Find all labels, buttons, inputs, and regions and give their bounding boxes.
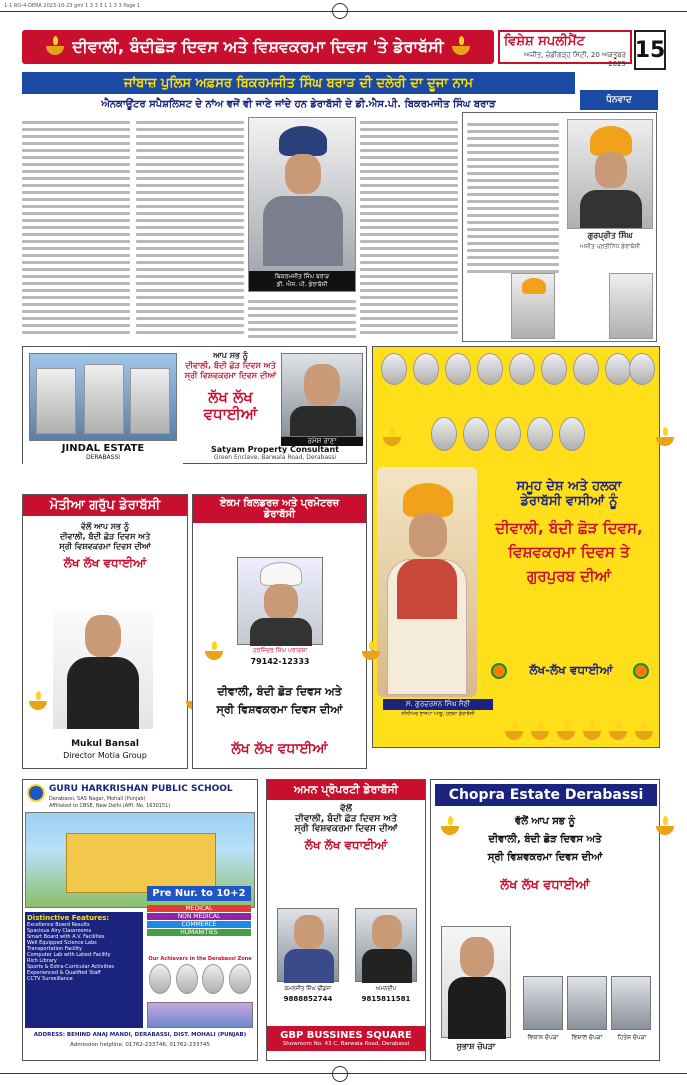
jacket-shape [397,559,457,619]
diya-row [501,721,657,743]
small-portrait-1 [511,273,555,339]
chopra-person-3-name: ਵਿਸ਼ਾਲ ਚੋਪੜਾ [571,1034,603,1041]
article-column-2 [136,117,244,341]
turban-shape [260,562,302,586]
leader-photo [629,353,655,385]
motia-person-name: Mukul Bansal [71,739,139,749]
leader-photo [495,417,521,451]
political-greeting-ad [372,346,660,748]
aman-title: ਅਮਨ ਪ੍ਰੋਪਰਟੀ ਡੇਰਾਬੱਸੀ [267,780,425,800]
suit-shape [250,618,312,646]
leader-photo [527,417,553,451]
date-line: ਅਜੀਤ, ਚੰਡੀਗੜ੍ਹ ਸਿਟੀ, 20 ਅਕਤੂਬਰ 2025 [523,51,626,68]
person-shape [130,368,170,434]
ekam-greeting: ਲੱਖ ਲੱਖ ਵਧਾਈਆਂ [231,741,328,757]
streams-block [147,904,251,937]
jindal-name: JINDAL ESTATE [61,443,145,454]
aman-phone-1: 9888852744 [283,995,333,1003]
stream-label: HUMANITIES [147,929,251,936]
achiever-photo [229,964,251,994]
face-shape [409,513,447,557]
face-shape [294,915,324,949]
chopra-title: Chopra Estate Derabassi [435,784,657,806]
school-footer-address: ADDRESS: BEHIND ANAJ MANDI, DERABASSI, DIST. MOHALI (PUNJAB) [33,1032,247,1038]
ekam-phone: 79142-12333 [250,657,310,666]
ekam-line-2: ਸ੍ਰੀ ਵਿਸ਼ਵਕਰਮਾ ਦਿਵਸ ਦੀਆਂ [216,703,343,716]
suit-shape [448,977,506,1039]
satyam-address: Green Enclave, Barwala Road, Derabassi [213,454,337,461]
aman-line-1: ਦੀਵਾਲੀ, ਬੰਦੀ ਛੋੜ ਦਿਵਸ ਅਤੇ [295,814,397,824]
aman-property-ad [266,779,426,1061]
achiever-photo [202,964,224,994]
diya-icon [609,721,627,743]
satyam-person-name: ਰਮੇਸ਼ ਰਾਣਾ [281,437,363,446]
officer-caption-name: ਬਿਕਰਮਜੀਤ ਸਿੰਘ ਬਰਾੜ [274,273,330,280]
school-logo-icon [27,784,45,802]
aman-footer-address: Showroom No. 43 C, Barwala Road, Derabassi [282,1041,410,1047]
satyam-name: Satyam Property Consultant [211,445,339,454]
diya-icon [205,641,223,663]
uniform-shape [263,196,343,266]
bjp-logo-icon [633,663,649,683]
students-photo [147,1002,253,1028]
chopra-estate-ad [430,779,660,1061]
leader-photo [541,353,567,385]
feature-item: Experienced & Qualified Staff [27,970,101,976]
face-shape [85,615,121,657]
face-shape [264,584,298,620]
suit-shape [284,949,334,983]
jindal-name-block [23,443,183,465]
political-greeting: ਲੱਖ-ਲੱਖ ਵਧਾਈਆਂ [529,663,613,677]
registration-mark-icon [332,1066,348,1082]
leader-photo [477,353,503,385]
aman-person-1-name: ਕਮਲਜੀਤ ਸਿੰਘ ਢੀਂਡਸਾ [284,986,332,992]
banner-title: ਦੀਵਾਲੀ, ਬੰਦੀਛੋੜ ਦਿਵਸ ਅਤੇ ਵਿਸ਼ਵਕਰਮਾ ਦਿਵਸ 'ਤੇ ਡੇਰਾਬੱਸੀ [72,37,444,56]
diya-icon [362,641,380,663]
turban-shape [403,483,453,517]
feature-item: Spacious Airy Classrooms [27,928,92,934]
thanks-label: ਧੰਨਵਾਦ [580,90,658,110]
face-shape [372,915,402,949]
lead-headline: ਜਾਂਬਾਜ਼ ਪੁਲਿਸ ਅਫ਼ਸਰ ਬਿਕਰਮਜੀਤ ਸਿੰਘ ਬਰਾੜ ਦੀ ਦਲੇਰੀ ਦਾ ਦੂਜਾ ਨਾਮ [22,72,575,94]
school-ad [22,779,258,1061]
feature-item: Transportation Facility [27,946,83,952]
leader-photo [509,353,535,385]
chopra-line-2: ਸ੍ਰੀ ਵਿਸ਼ਵਕਰਮਾ ਦਿਵਸ ਦੀਆਂ [487,852,603,863]
leader-photo [445,353,471,385]
political-person-title: ਸੀਨੀਅਰ ਭਾਜਪਾ ਆਗੂ, ਹਲਕਾ ਡੇਰਾਬੱਸੀ [401,711,475,717]
diya-icon [531,721,549,743]
chopra-person-3-photo [567,976,607,1030]
motia-title: ਮੋਤੀਆ ਗਰੁੱਪ ਡੇਰਾਬੱਸੀ [23,495,187,516]
aman-person-2-name: ਅਮਨਦੀਪ [375,986,397,992]
officer-photo [248,117,356,292]
jindal-satyam-ad [22,346,367,464]
chopra-line-1: ਦੀਵਾਲੀ, ਬੰਦੀ ਛੋੜ ਦਿਵਸ ਅਤੇ [488,834,602,845]
satyam-block [185,445,365,461]
thanks-person-title: ਅਜੀਤ ਪ੍ਰਤੀਨਿਧ ਡੇਰਾਬੱਸੀ [579,243,641,250]
suit-shape [362,949,412,983]
wish-greeting: ਲੱਖ ਲੱਖ ਵਧਾਈਆਂ [203,388,258,423]
chopra-line-0: ਵੱਲੋਂ ਆਪ ਸਭ ਨੂੰ [514,816,576,827]
small-portrait-2 [609,273,653,339]
thanks-portrait [567,119,653,229]
aman-greeting: ਲੱਖ ਲੱਖ ਵਧਾਈਆਂ [304,838,388,852]
stream-label: MEDICAL [147,905,251,912]
motia-group-ad [22,494,188,769]
chopra-main-name: ਸੁਭਾਸ਼ ਚੋਪੜਾ [456,1042,496,1051]
article-column-3 [360,117,458,341]
diya-icon [583,721,601,743]
stream-label: NON MEDICAL [147,913,251,920]
leader-main-photo [377,467,477,697]
article-column-2b [248,296,356,340]
wish-line-1: ਆਪ ਸਭ ਨੂੰ [213,351,248,360]
feature-item: Computer Lab with Latest Facility [27,952,111,958]
motia-designation: Director Motia Group [63,751,147,760]
page-number: 15 [634,30,666,70]
jindal-group-photo [29,353,177,441]
bjp-logo-icon [491,663,507,683]
feature-item: Smart Board with A.V. Facilities [27,934,105,940]
police-cap-icon [279,126,327,156]
supplement-banner [22,30,494,64]
chopra-person-4-photo [611,976,651,1030]
wish-line-3: ਸ੍ਰੀ ਵਿਸ਼ਵਕਰਮਾ ਦਿਵਸ ਦੀਆਂ [184,371,277,380]
aman-person-2-photo [355,908,417,982]
stream-label: COMMERCE [147,921,251,928]
feature-item: Excellence Board Results [27,922,90,928]
feature-item: Rich Library [27,958,57,964]
diya-icon [656,427,674,449]
school-address-line: Derabassi, SAS Nagar, Mohali (Punjab) [49,796,146,802]
face-shape [285,154,321,194]
jindal-location: DERABASSI [85,454,121,461]
political-person-name: ਸ. ਗੁਰਦਰਸ਼ਨ ਸਿੰਘ ਸੈਣੀ [383,699,493,710]
political-line-3: ਦੀਵਾਲੀ, ਬੰਦੀ ਛੋੜ ਦਿਵਸ, [495,519,643,537]
school-name: GURU HARKRISHAN PUBLIC SCHOOL [49,784,233,794]
article-column-1 [22,117,130,341]
building-shape [66,833,216,893]
motia-person-photo [53,609,153,729]
class-range: Pre Nur. to 10+2 [147,886,251,901]
political-line-5: ਗੁਰਪੁਰਬ ਦੀਆਂ [526,567,612,585]
wish-line-2: ਦੀਵਾਲੀ, ਬੰਦੀ ਛੋੜ ਦਿਵਸ ਅਤੇ [185,361,276,370]
chopra-person-2-name: ਵਿਕਾਸ ਚੋਪੜਾ [527,1034,559,1041]
motia-line-3: ਸ੍ਰੀ ਵਿਸ਼ਵਕਰਮਾ ਦਿਵਸ ਦੀਆਂ [59,542,151,551]
achiever-photo [149,964,171,994]
chopra-person-2-photo [523,976,563,1030]
ekam-line-1: ਦੀਵਾਲੀ, ਬੰਦੀ ਛੋੜ ਦਿਵਸ ਅਤੇ [217,685,342,698]
achiever-photo [176,964,198,994]
officer-caption [249,271,355,291]
leader-photo [573,353,599,385]
suit-shape [67,657,139,729]
features-block [25,912,143,1028]
lead-subheadline: ਐਨਕਾਊਂਟਰ ਸਪੈਸ਼ਲਿਸਟ ਦੇ ਨਾਂਅ ਵਜੋਂ ਵੀ ਜਾਣੇ ਜਾਂਦੇ ਹਨ ਡੇਰਾਬੱਸੀ ਦੇ ਡੀ.ਐਸ.ਪੀ. ਬਿਕਰਮਜੀਤ ਸਿੰਘ ਬਰਾੜ [101,98,496,110]
suit-shape [580,190,642,228]
motia-line-2: ਦੀਵਾਲੀ, ਬੰਦੀ ਛੋੜ ਦਿਵਸ ਅਤੇ [59,532,151,541]
face-shape [595,152,627,188]
leaders-photo-grid [377,353,657,463]
political-line-2: ਡੇਰਾਬੱਸੀ ਵਾਸੀਆਂ ਨੂੰ [520,494,618,509]
aman-footer-title: GBP BUSSINES SQUARE [280,1030,412,1041]
motia-greeting: ਲੱਖ ਲੱਖ ਵਧਾਈਆਂ [63,556,147,570]
turban-shape [522,278,546,294]
political-line-1: ਸਮੂਹ ਦੇਸ਼ ਅਤੇ ਹਲਕਾ [516,479,622,494]
chopra-greeting: ਲੱਖ ਲੱਖ ਵਧਾਈਆਂ [500,878,590,893]
diya-icon [635,721,653,743]
diya-icon [452,36,470,58]
diya-icon [29,691,47,713]
print-slug: 1-1 RO-4-DERA 2023-10-23 gml 1 3 3 3 1 1 3 3 Page 1 [4,3,141,9]
aman-footer [267,1026,425,1051]
achievers-photos [147,964,253,1000]
motia-line-1: ਵੱਲੋਂ ਆਪ ਸਭ ਨੂੰ [80,522,130,531]
feature-item: Sports & Extra-Curricular Activities [27,964,115,970]
school-admission: Admission helpline: 01762-233746, 01762-233745 [70,1042,210,1048]
ekam-person-name: ਹਰਜਿੰਦਰ ਸਿੰਘ ਪਰਾਗਸ਼ਾ [252,647,308,654]
political-message [481,479,657,585]
ekam-title [193,495,366,523]
officer-caption-post: ਡੀ. ਐਸ. ਪੀ. ਡੇਰਾਬੱਸੀ [276,281,328,288]
leader-photo [605,353,631,385]
diya-icon [383,427,401,449]
ekam-title-line-2: ਡੇਰਾਬੱਸੀ [263,509,296,520]
leader-photo [559,417,585,451]
diya-icon [46,36,64,58]
feature-item: CCTV Surveillance [27,976,73,982]
feature-item: Well Equipped Science Labs [27,940,97,946]
satyam-person-photo [281,353,363,437]
special-supplement-box [498,30,632,68]
suit-shape [290,406,356,436]
person-shape [84,364,124,434]
leader-photo [431,417,457,451]
ekam-builders-ad [192,494,367,769]
ekam-person-photo [237,557,323,645]
thanks-person-name: ਗੁਰਪ੍ਰੀਤ ਸਿੰਘ [587,231,633,240]
special-label: ਵਿਸ਼ੇਸ਼ ਸਪਲੀਮੈਂਟ [504,34,585,49]
thanks-column [462,112,657,342]
face-shape [460,937,494,977]
person-shape [36,368,76,434]
aman-line-2: ਸ੍ਰੀ ਵਿਸ਼ਵਕਰਮਾ ਦਿਵਸ ਦੀਆਂ [294,824,398,834]
achievers-title: Our Achievers in the Derabassi Zone [148,956,252,962]
leader-photo [381,353,407,385]
chopra-person-4-name: ਹਿਤੇਸ਼ ਚੋਪੜਾ [617,1034,647,1041]
aman-line-0: ਵੱਲੋਂ [340,804,352,814]
jindal-wish [183,351,278,423]
school-affiliation: Affiliated to CBSE, New Delhi (Affl. No. 1630151) [49,803,171,809]
aman-phone-2: 9815811581 [361,995,411,1003]
diya-icon [557,721,575,743]
leader-photo [413,353,439,385]
face-shape [304,364,340,406]
aman-person-1-photo [277,908,339,982]
diya-icon [505,721,523,743]
registration-mark-icon [332,3,348,19]
features-title: Distinctive Features: [27,914,110,922]
ekam-title-line-1: ਏਕਮ ਬਿਲਡਰਜ਼ ਅਤੇ ਪ੍ਰਮੋਟਰਜ਼ [219,498,340,509]
chopra-main-photo [441,926,511,1038]
leader-photo [463,417,489,451]
political-line-4: ਵਿਸ਼ਵਕਰਮਾ ਦਿਵਸ ਤੇ [508,543,630,561]
